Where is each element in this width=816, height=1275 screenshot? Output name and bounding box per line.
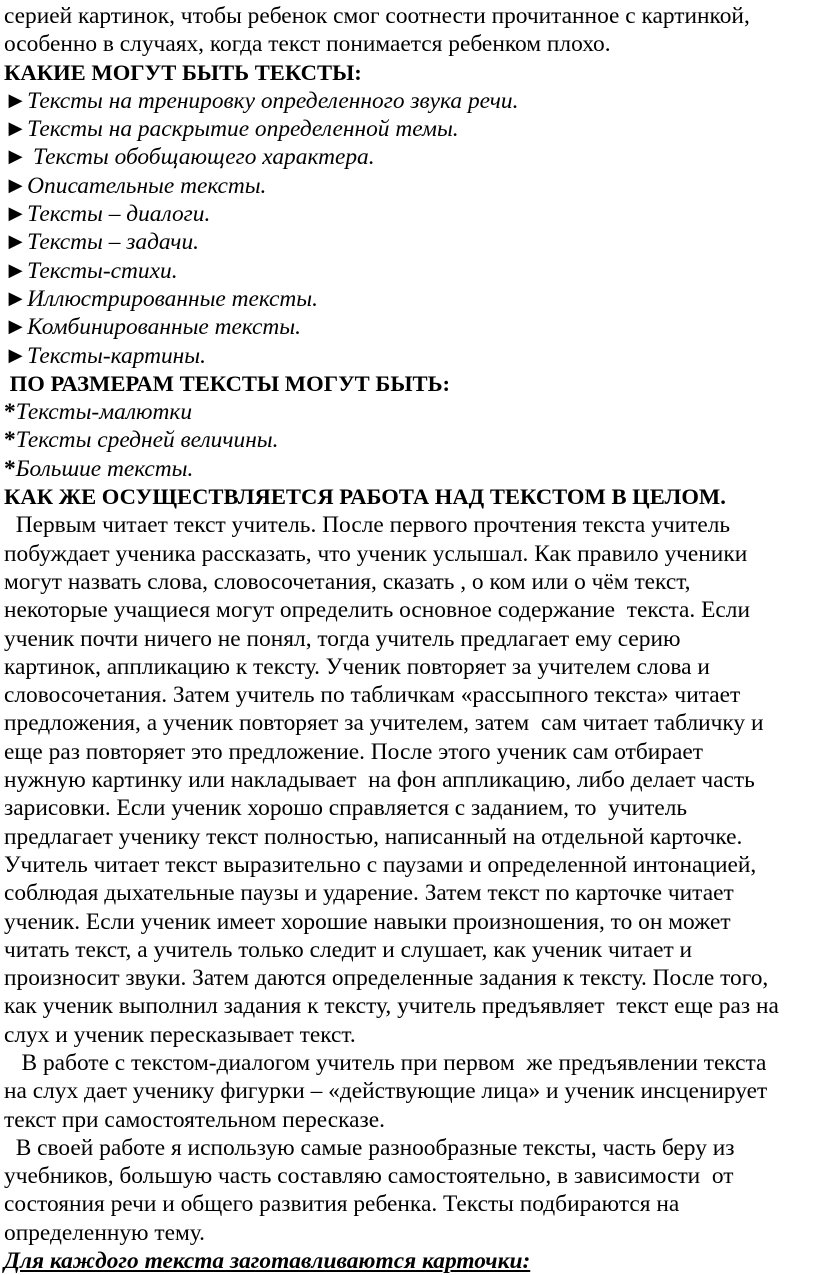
text-size-label: Тексты средней величины. [15,427,279,454]
heading-text-work: КАК ЖЕ ОСУЩЕСТВЛЯЕТСЯ РАБОТА НАД ТЕКСТОМ В ЦЕЛОМ. [4,484,726,510]
triangle-bullet-icon: ► [4,229,28,256]
asterisk-bullet-icon: * [4,455,16,482]
paragraph-line: читать текст, а учитель только следит и слушает, как ученик читает и [4,936,693,963]
text-type-item [4,172,816,200]
triangle-bullet-icon: ► [4,285,28,312]
text-type-item [4,228,816,256]
paragraph-line: ученик. Если ученик имеет хорошие навыки произношения, то он может [4,908,731,935]
asterisk-bullet-icon: * [4,399,16,426]
text-type-label: Тексты-картины. [27,342,206,369]
paragraph-line: как ученик выполнил задания к тексту, учитель предъявляет текст еще раз на [4,993,779,1020]
heading-text-types: КАКИЕ МОГУТ БЫТЬ ТЕКСТЫ: [4,59,362,85]
text-type-label: Тексты-стихи. [27,257,178,284]
text-type-label: Описательные тексты. [27,172,267,199]
text-type-item [4,313,816,341]
paragraph-line: Учитель читает текст выразительно с паузами и определенной интонацией, [4,851,757,878]
text-type-item [4,143,816,171]
text-type-label: Тексты – диалоги. [27,201,211,228]
paragraph-line: состояния речи и общего развития ребенка. Тексты подбираются на [4,1191,680,1218]
paragraph-line: В своей работе я использую самые разнообразные тексты, часть беру из [4,1134,735,1161]
triangle-bullet-icon: ► [4,314,28,341]
paragraph-line: Первым читает текст учитель. После первого прочтения текста учитель [4,512,731,539]
text-size-item [4,398,816,426]
paragraph-line: зарисовки. Если ученик хорошо справляется с заданием, то учитель [4,795,688,822]
text-type-item [4,285,816,313]
text-type-item [4,115,816,143]
closing-line: Для каждого текста заготавливаются карточки: [4,1248,531,1275]
text-type-item [4,200,816,228]
paragraph-line: предложения, а ученик повторяет за учителем, затем сам читает табличку и [4,710,764,737]
paragraph-line: текст при самостоятельном пересказе. [4,1106,386,1133]
paragraph-line: произносит звуки. Затем даются определенные задания к тексту. После того, [4,965,769,992]
text-type-item [4,257,816,285]
text-type-label: Иллюстрированные тексты. [27,285,318,312]
text-type-label: Тексты обобщающего характера. [33,144,375,171]
paragraph-line: могут назвать слова, словосочетания, сказать , о ком или о чём текст, [4,568,691,595]
text-size-item [4,455,816,483]
paragraph-line: на слух дает ученику фигурки – «действующие лица» и ученик инсценирует [4,1078,768,1105]
paragraph-line: картинок, аппликацию к тексту. Ученик повторяет за учителем слова и [4,653,710,680]
paragraph-line: нужную картинку или накладывает на фон аппликацию, либо делает часть [4,767,755,794]
triangle-bullet-icon: ► [4,257,28,284]
paragraph-line: определенную тему. [4,1219,205,1246]
text-type-label: Тексты на тренировку определенного звука речи. [27,87,519,114]
text-type-label: Тексты на раскрытие определенной темы. [27,116,459,143]
text-type-label: Комбинированные тексты. [27,314,301,341]
text-size-item [4,426,816,454]
asterisk-bullet-icon: * [4,427,16,454]
heading-text-sizes: ПО РАЗМЕРАМ ТЕКСТЫ МОГУТ БЫТЬ: [4,370,451,396]
paragraph-line: соблюдая дыхательные паузы и ударение. Затем текст по карточке читает [4,880,734,907]
paragraph-line: еще раз повторяет это предложение. После этого ученик сам отбирает [4,738,703,765]
paragraph-line: некоторые учащиеся могут определить основное содержание текста. Если [4,597,750,624]
triangle-bullet-icon: ► [4,144,28,171]
intro-line: серией картинок, чтобы ребенок смог соотнести прочитанное с картинкой, [4,3,750,29]
paragraph-line: учебников, большую часть составляю самостоятельно, в зависимости от [4,1163,734,1190]
triangle-bullet-icon: ► [4,116,28,143]
paragraph-line: побуждает ученика рассказать, что ученик услышал. Как правило ученики [4,540,748,567]
paragraph-line: ученик почти ничего не понял, тогда учитель предлагает ему серию [4,625,681,652]
text-type-label: Тексты – задачи. [27,229,199,256]
triangle-bullet-icon: ► [4,172,28,199]
text-type-item [4,342,816,370]
paragraph-line: словосочетания. Затем учитель по табличкам «рассыпного текста» читает [4,682,741,709]
text-type-item [4,87,816,115]
text-size-label: Тексты-малютки [15,399,193,426]
paragraph-line: предлагает ученику текст полностью, написанный на отдельной карточке. [4,823,743,850]
triangle-bullet-icon: ► [4,87,28,114]
triangle-bullet-icon: ► [4,342,28,369]
paragraph-line: слух и ученик пересказывает текст. [4,1021,356,1048]
intro-line: особенно в случаях, когда текст понимается ребенком плохо. [4,31,611,58]
triangle-bullet-icon: ► [4,201,28,228]
paragraph-line: В работе с текстом-диалогом учитель при первом же предъявлении текста [4,1049,767,1076]
text-size-label: Большие тексты. [15,455,194,482]
